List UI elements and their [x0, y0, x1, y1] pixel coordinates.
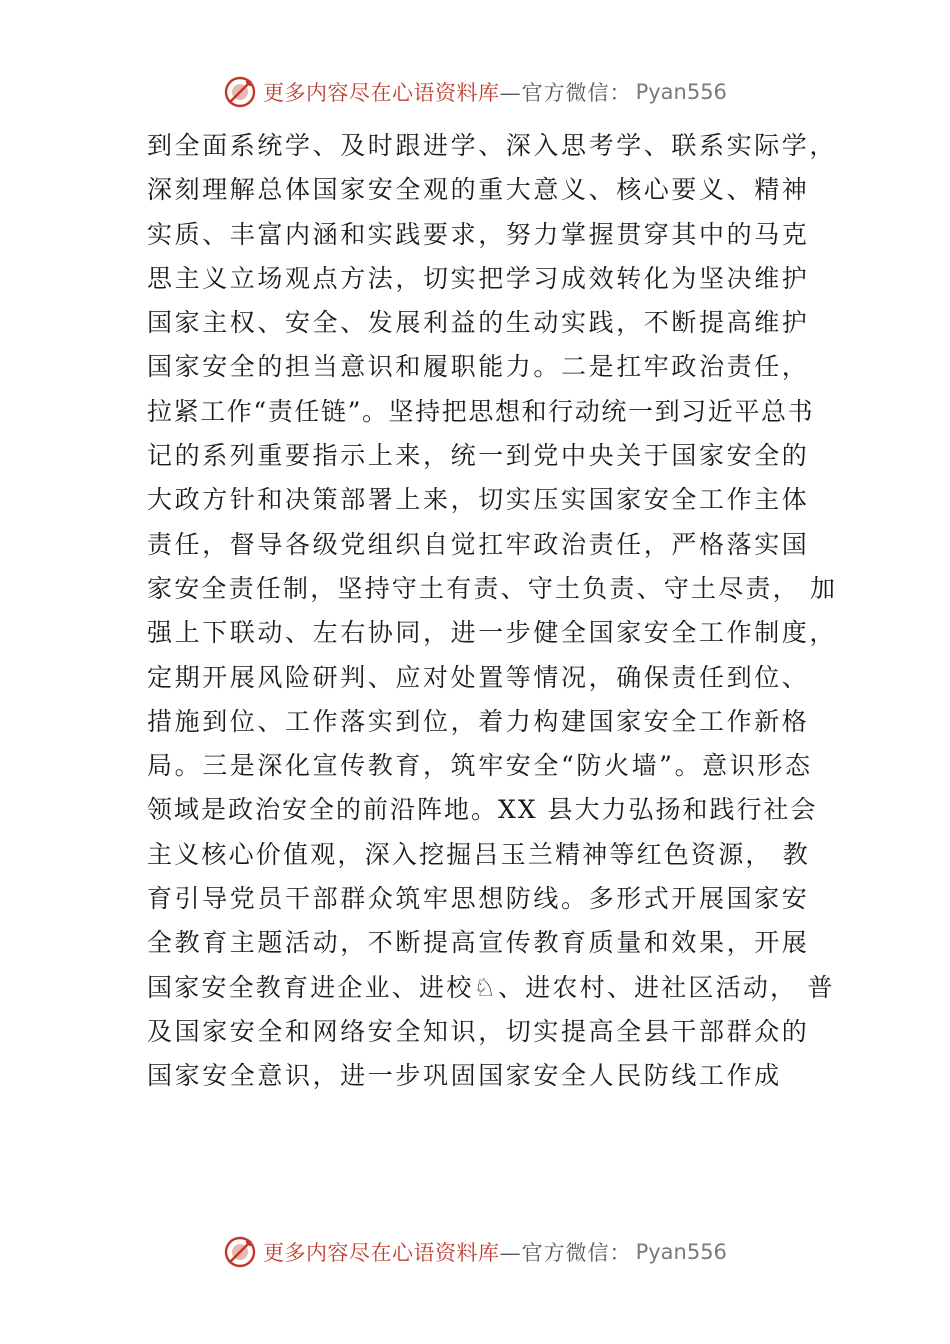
text-line: 国家安全教育进企业、进校♘、进农村、进社区活动， 普	[147, 972, 835, 1002]
text-line: 领域是政治安全的前沿阵地。XX 县大力弘扬和践行社会	[147, 795, 818, 825]
text-line: 及国家安全和网络安全知识，切实提高全县干部群众的	[147, 1016, 810, 1046]
text-line: 育引导党员干部群众筑牢思想防线。多形式开展国家安	[147, 884, 810, 914]
text-line: 深刻理解总体国家安全观的重大意义、核心要义、精神	[147, 175, 810, 205]
text-line: 措施到位、工作落实到位，着力构建国家安全工作新格	[147, 706, 810, 736]
header-watermark-banner	[0, 70, 950, 114]
text-line: 定期开展风险研判、应对处置等情况，确保责任到位、	[147, 662, 810, 692]
text-line: 强上下联动、左右协同，进一步健全国家安全工作制度，	[147, 618, 838, 648]
text-line: 国家安全意识，进一步巩固国家安全人民防线工作成	[147, 1061, 782, 1091]
text-line: 局。三是深化宣传教育，筑牢安全“防火墙”。意识形态	[147, 751, 813, 781]
text-line: 家安全责任制，坚持守土有责、守土负责、守土尽责， 加	[147, 573, 838, 603]
text-line: 记的系列重要指示上来，统一到党中央关于国家安全的	[147, 441, 810, 471]
document-body	[147, 124, 838, 1099]
text-line: 全教育主题活动，不断提高宣传教育质量和效果，开展	[147, 928, 810, 958]
text-line: 拉紧工作“责任链”。坚持把思想和行动统一到习近平总书	[147, 396, 815, 426]
text-line: 实质、丰富内涵和实践要求，努力掌握贯穿其中的马克	[147, 219, 810, 249]
banner-title: 更多内容尽在心语资料库	[263, 81, 500, 105]
text-line: 思主义立场观点方法，切实把学习成效转化为坚决维护	[147, 263, 810, 293]
text-line: 责任，督导各级党组织自觉扛牢政治责任，严格落实国	[147, 529, 810, 559]
resource-logo-icon	[223, 1235, 257, 1269]
banner-wechat-id: Pyan556	[635, 1240, 727, 1264]
banner-wechat-label: —官方微信：	[499, 81, 632, 105]
footer-watermark-banner	[0, 1230, 950, 1274]
text-line: 到全面系统学、及时跟进学、深入思考学、联系实际学，	[147, 131, 838, 160]
resource-logo-icon	[223, 75, 257, 109]
banner-wechat-label: —官方微信：	[499, 1241, 632, 1265]
text-line: 国家主权、安全、发展利益的生动实践，不断提高维护	[147, 308, 810, 338]
text-line: 主义核心价值观，深入挖掘吕玉兰精神等红色资源， 教	[147, 839, 810, 869]
text-line: 大政方针和决策部署上来，切实压实国家安全工作主体	[147, 485, 810, 515]
banner-title: 更多内容尽在心语资料库	[263, 1241, 500, 1265]
banner-wechat-id: Pyan556	[635, 80, 727, 104]
text-line: 国家安全的担当意识和履职能力。二是扛牢政治责任，	[147, 352, 810, 382]
